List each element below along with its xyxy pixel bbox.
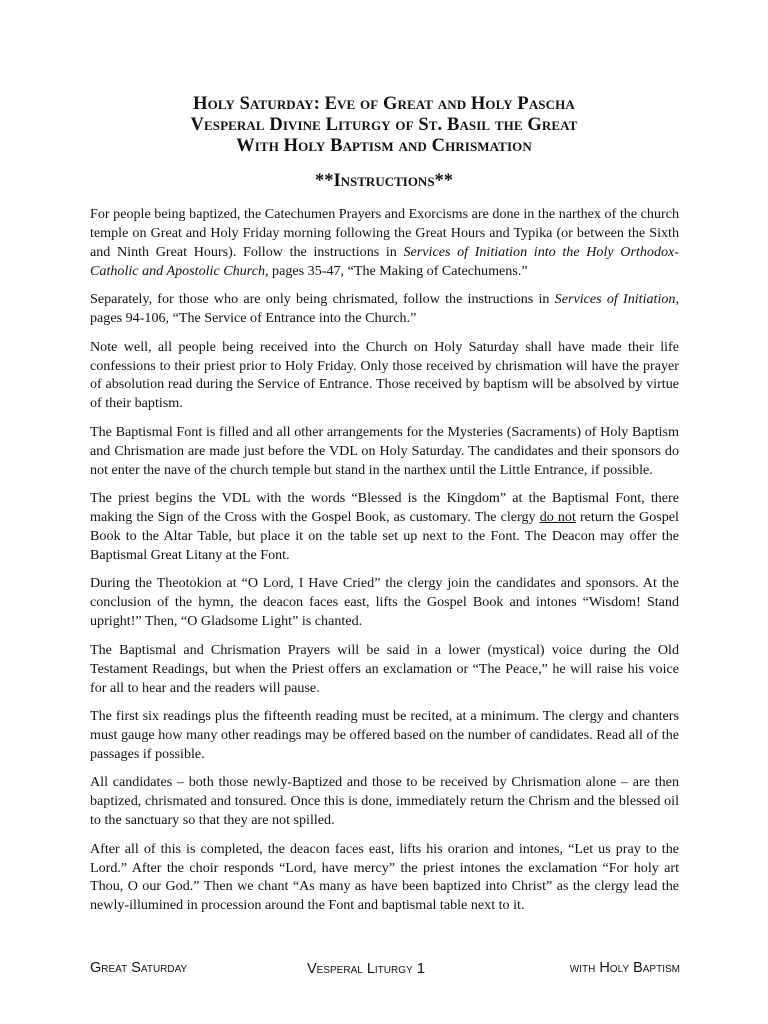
footer-center-label: Vesperal Liturgy — [307, 961, 413, 977]
paragraph-text: , pages 94-106, “The Service of Entrance into the Church.” — [90, 291, 679, 327]
paragraph-text: return the Gospel Book to the Altar Table, but place it on the table set up next to the Font. The Deacon may offer the Baptismal Great Litany at the Font. — [90, 509, 679, 563]
paragraph-text: Separately, for those who are only being chrismated, follow the instructions in — [90, 291, 555, 308]
paragraph-confessions: Note well, all people being received into the Church on Holy Saturday shall have made their life confessions to their priest prior to Holy Friday. Only those received by chrismation will have the prayer of absolution read during the Service of Entrance. Those received by baptism will be absolved by virtue of their baptism. — [90, 338, 679, 412]
paragraph-text: For people being baptized, the Catechumen Prayers and Exorcisms are done in the narthex of the church temple on Great and Holy Friday morning following the Great Hours and Typika (or between the Sixth and Ninth Great Hours). Follow the instructions in — [90, 206, 679, 260]
paragraph-baptismal-font: The Baptismal Font is filled and all other arrangements for the Mysteries (Sacraments) of Holy Baptism and Chrismation are made just before the VDL on Holy Saturday. The candidates and their sponsors do not enter the nave of the church temple but stand in the narthex until the Little Entrance, if possible. — [90, 423, 679, 478]
paragraph-theotokion: During the Theotokion at “O Lord, I Have Cried” the clergy join the candidates and sponsors. At the conclusion of the hymn, the deacon faces east, lifts the Gospel Book and intones “Wisdom! Stand upright!” Then, “O Gladsome Light” is chanted. — [90, 575, 679, 630]
title-line-1: Holy Saturday: Eve of Great and Holy Pascha — [193, 94, 575, 114]
paragraph-text: , pages 35-47, “The Making of Catechumens.” — [265, 262, 528, 279]
paragraph-prayers: The Baptismal and Chrismation Prayers will be said in a lower (mystical) voice during the Old Testament Readings, but when the Priest offers an exclamation or “The Peace,” he will raise his voice for all to hear and the readers will pause. — [90, 641, 679, 696]
title-line-3: With Holy Baptism and Chrismation — [236, 136, 532, 156]
paragraph-catechumen — [90, 205, 679, 281]
paragraph-vdl-begins — [90, 489, 679, 565]
document-body — [90, 205, 679, 925]
paragraph-candidates: All candidates – both those newly-Baptized and those to be received by Chrismation alone – are then baptized, chrismated and tonsured. Once this is done, immediately return the Chrism and the blessed oil to the sanctuary so that they are not spilled. — [90, 774, 679, 829]
book-title-italic: Services of Initiation — [554, 291, 676, 308]
paragraph-procession: After all of this is completed, the deacon faces east, lifts his orarion and intones, “Let us pray to the Lord.” After the choir responds “Lord, have mercy” the priest intones the exclamation “For holy art Thou, O our God.” Then we chant “As many as have been baptized into Christ” as the clergy lead the newly-illumined in procession around the Font and baptismal table next to it. — [90, 840, 679, 914]
page-number: 1 — [416, 960, 426, 977]
footer-right: with Holy Baptism — [569, 960, 680, 976]
paragraph-chrismated — [90, 290, 679, 328]
title-line-2: Vesperal Divine Liturgy of St. Basil the Great — [190, 115, 578, 135]
paragraph-readings: The first six readings plus the fifteenth reading must be recited, at a minimum. The clergy and chanters must gauge how many other readings may be offered based on the number of candidates. Read all of the passages if possible. — [90, 708, 679, 762]
document-header — [70, 94, 698, 192]
book-title-italic: Services of Initiation into the Holy Orthodox-Catholic and Apostolic Church — [90, 243, 679, 279]
page-footer — [90, 960, 680, 980]
instructions-heading: **Instructions** — [314, 171, 454, 191]
footer-center — [307, 960, 425, 977]
footer-left: Great Saturday — [90, 960, 188, 976]
underlined-emphasis: do not — [539, 509, 576, 526]
paragraph-text: The priest begins the VDL with the words “Blessed is the Kingdom” at the Baptismal Font, there making the Sign of the Cross with the Gospel Book, as customary. The clergy — [90, 490, 679, 526]
